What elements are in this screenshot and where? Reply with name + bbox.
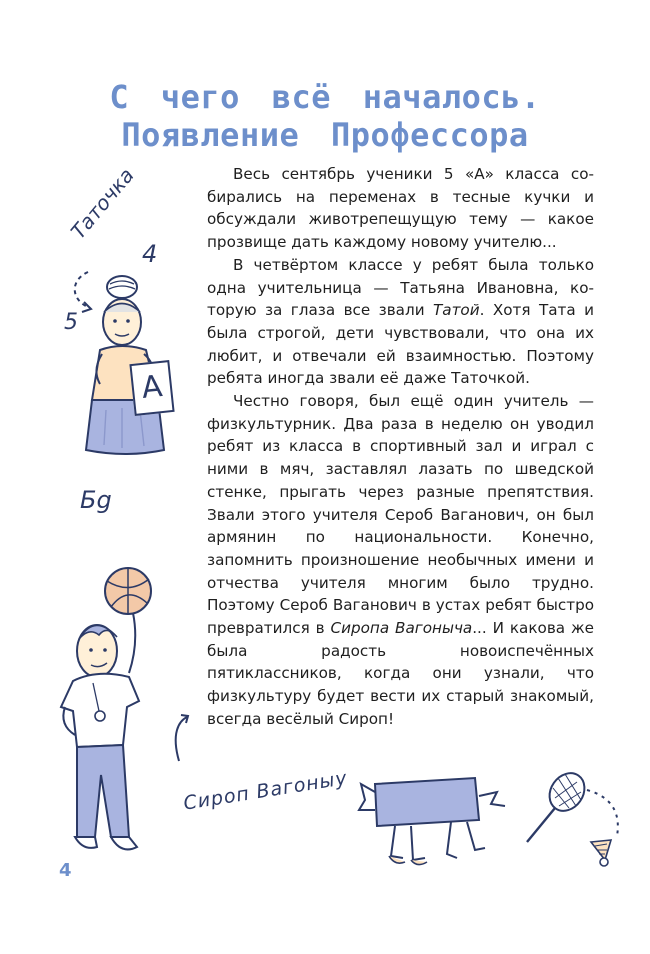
chapter-title-line-2: Появление Профессора bbox=[121, 116, 529, 154]
paragraph-1: Весь сентябрь ученики 5 «А» класса собирались на переменах в тесные кучки и обсуждали животрепещущую тему — какое прозвище дать каждому новому учителю... bbox=[207, 165, 594, 252]
paragraph-3 bbox=[207, 390, 594, 731]
teacher-illustration bbox=[60, 250, 200, 470]
paragraph-3-italic: Сиропа Вагоныча bbox=[330, 619, 473, 638]
paragraph-2-text-c: . Хотя Тата и была строгой, дети чувствовали, что она их любит, и отвечали ей взаимностью. Поэтому ребята иногда звали её даже Таточкой. bbox=[207, 301, 594, 388]
paragraph-2-italic: Татой bbox=[433, 301, 480, 320]
paragraph-3-text-a: Честно говоря, был ещё один учитель — физкультурник. Два раза в неделю он уводил ребят из класса в спортивный зал и играл с ними в мяч, заставлял лазать по шведской стенке, прыгать через разные препятствия. Звали этого учителя Сероб Ваганович, он был армянин по национальности. Конечно, запомнить произношение необычных имени и отчества учителя многим было трудно. Поэтому Сероб Ваганович в устах ребят быстро превратился в bbox=[207, 392, 594, 638]
pe-teacher-nickname-label: Сироп Вагоныу bbox=[182, 767, 350, 815]
chapter-title bbox=[40, 78, 610, 154]
grade-5-label: 5 bbox=[64, 310, 78, 335]
teacher-nickname-label: Таточка bbox=[66, 163, 139, 244]
gym-equipment-illustration bbox=[355, 770, 635, 880]
paragraph-2-text-a: В четвёртом классе у ребят была только одна учительница — Татьяна Ивановна, которую за глаза все звали bbox=[207, 255, 594, 320]
chapter-body bbox=[207, 163, 594, 731]
paragraph-2 bbox=[207, 254, 594, 390]
teacher-sign bbox=[129, 360, 174, 416]
sign-letter: А bbox=[139, 369, 164, 406]
page-number: 4 bbox=[59, 860, 72, 881]
paragraph-3-text-c: ... И какова же была радость новоиспечённых пятиклассников, когда они узнали, что физкультуру будет вести их старый знакомый, всегда весёлый Сироп! bbox=[207, 619, 595, 728]
grade-5b-label: Бg bbox=[80, 486, 112, 514]
chapter-title-line-1: С чего всё началось. bbox=[109, 78, 541, 116]
grade-4-label: 4 bbox=[142, 240, 158, 268]
pe-teacher-illustration bbox=[55, 565, 195, 865]
